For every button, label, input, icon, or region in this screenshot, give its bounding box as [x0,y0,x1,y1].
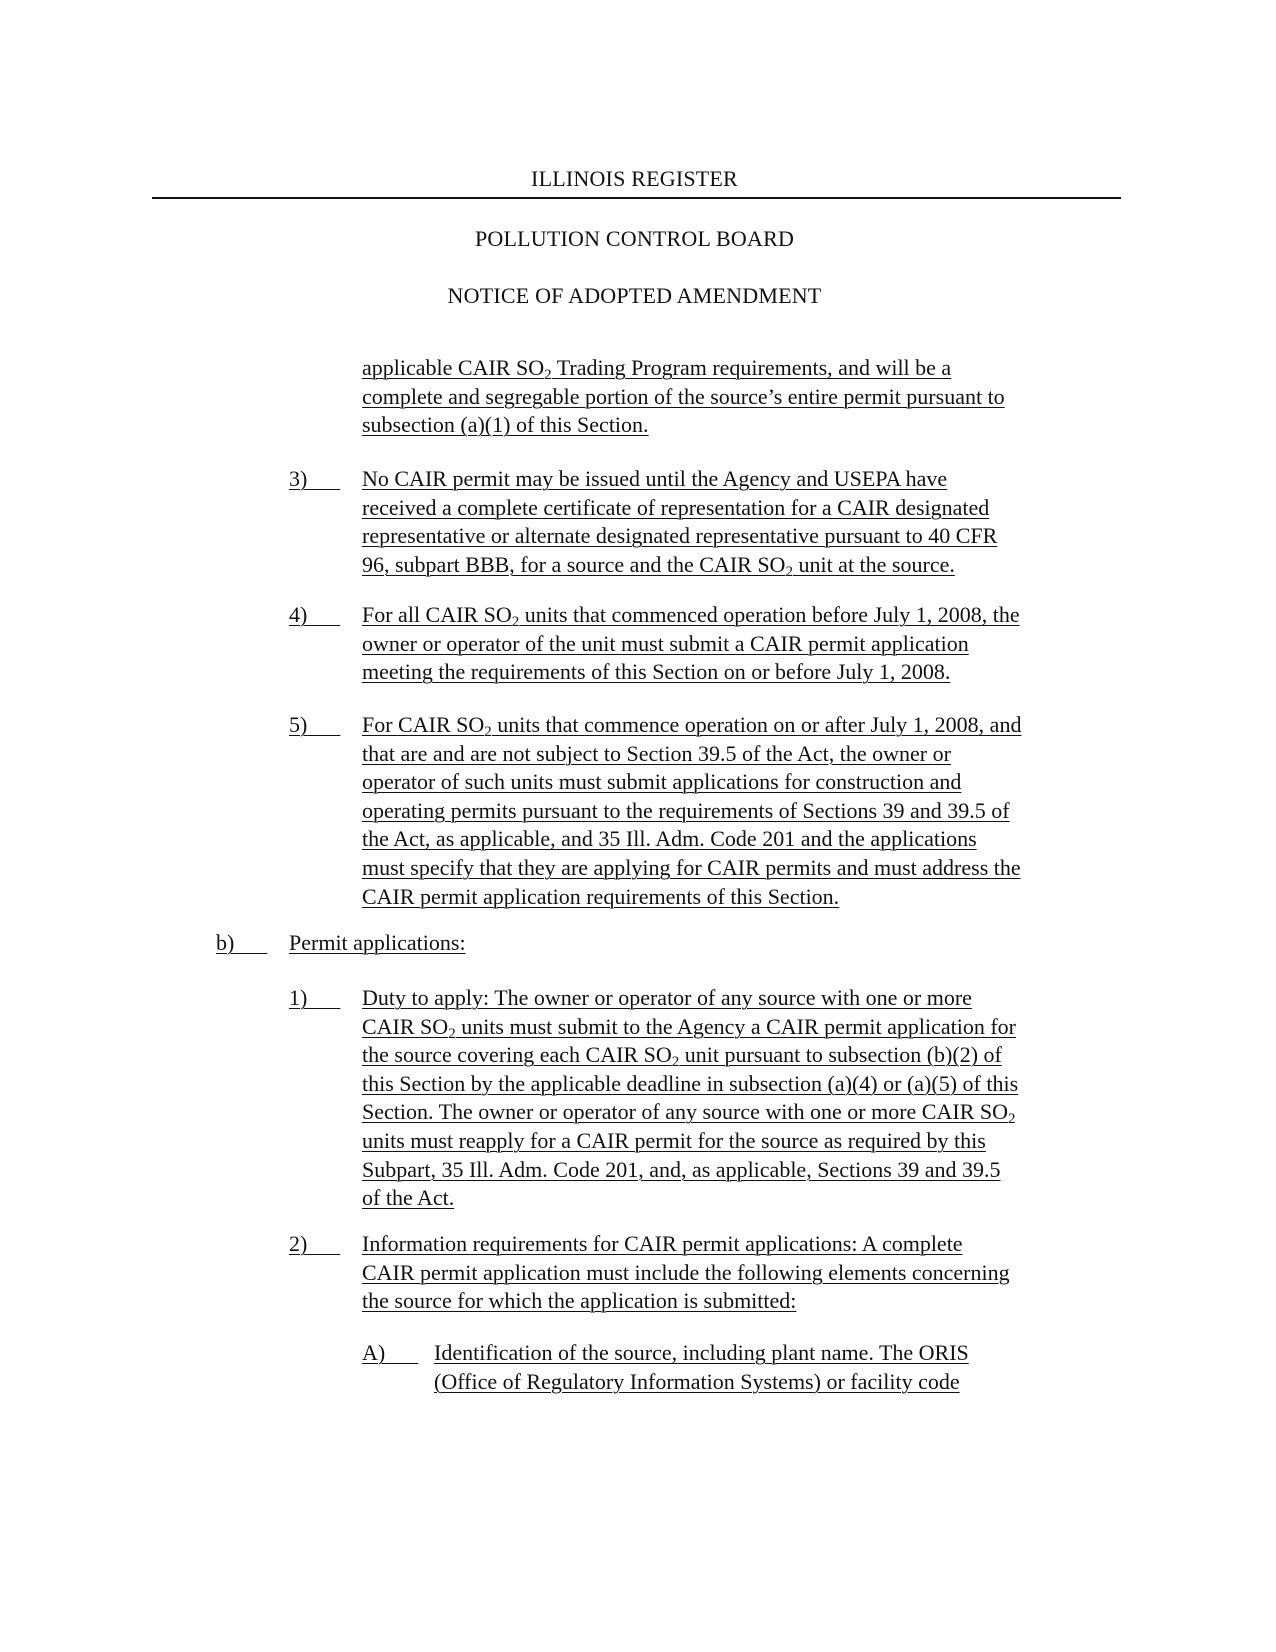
paragraph-a4: For all CAIR $SO_2$ units that commenced operation before July 1, 2008, the owner or operator of the unit must submit a CAIR permit application meeting the requirements of this Section on or before July 1, 2008. [362,602,1020,685]
paragraph-b1: Duty to apply: The owner or operator of any source with one or more CAIR $SO_2$ units must submit to the Agency a CAIR permit application for the source covering each CAIR $SO_2$ unit pursuant to subsection (b)(2) of this Section by the applicable deadline in subsection (a)(4) or (a)(5) of this Section. The owner or operator of any source with one or more CAIR $SO_2$ units must reapply for a CAIR permit for the source as required by this Subpart, 35 Ill. Adm. Code 201, and, as applicable, Sections 39 and 39.5 of the Act. [362,985,1019,1211]
paragraph-a-continued: applicable CAIR $SO_2$ Trading Program requirements, and will be a complete and segregable portion of the source’s entire permit pursuant to subsection (a)(1) of this Section. [362,355,1005,438]
header-rule [152,197,1121,199]
item-label-a3: 3) [289,466,308,491]
paragraph-a3: No CAIR permit may be issued until the Agency and USEPA have received a complete certificate of representation for a CAIR designated representative or alternate designated representative pursuant to 40 CFR 96, subpart BBB, for a source and the CAIR $SO_2$ unit at the source. [362,466,998,580]
item-label-b: b) [216,930,235,955]
item-label-b2a: A) [362,1340,386,1365]
item-label-a4: 4) [289,602,308,627]
register-title: ILLINOIS REGISTER [531,166,738,191]
item-label-b1: 1) [289,985,308,1010]
board-title: POLLUTION CONTROL BOARD [474,226,795,251]
paragraph-b2: Information requirements for CAIR permit applications: A complete CAIR permit application must include the following elements concerning the source for which the application is submitted: [362,1231,1010,1314]
heading-b: Permit applications: [289,930,466,955]
notice-title: NOTICE OF ADOPTED AMENDMENT [447,283,822,308]
item-label-a5: 5) [289,712,308,737]
item-label-b2: 2) [289,1231,308,1256]
paragraph-b2a: Identification of the source, including plant name. The ORIS (Office of Regulatory Information Systems) or facility code [434,1340,969,1394]
paragraph-a5: For CAIR $SO_2$ units that commence operation on or after July 1, 2008, and that are and are not subject to Section 39.5 of the Act, the owner or operator of such units must submit applications for construction and operating permits pursuant to the requirements of Sections 39 and 39.5 of the Act, as applicable, and 35 Ill. Adm. Code 201 and the applications must specify that they are applying for CAIR permits and must address the CAIR permit application requirements of this Section. [362,712,1022,909]
